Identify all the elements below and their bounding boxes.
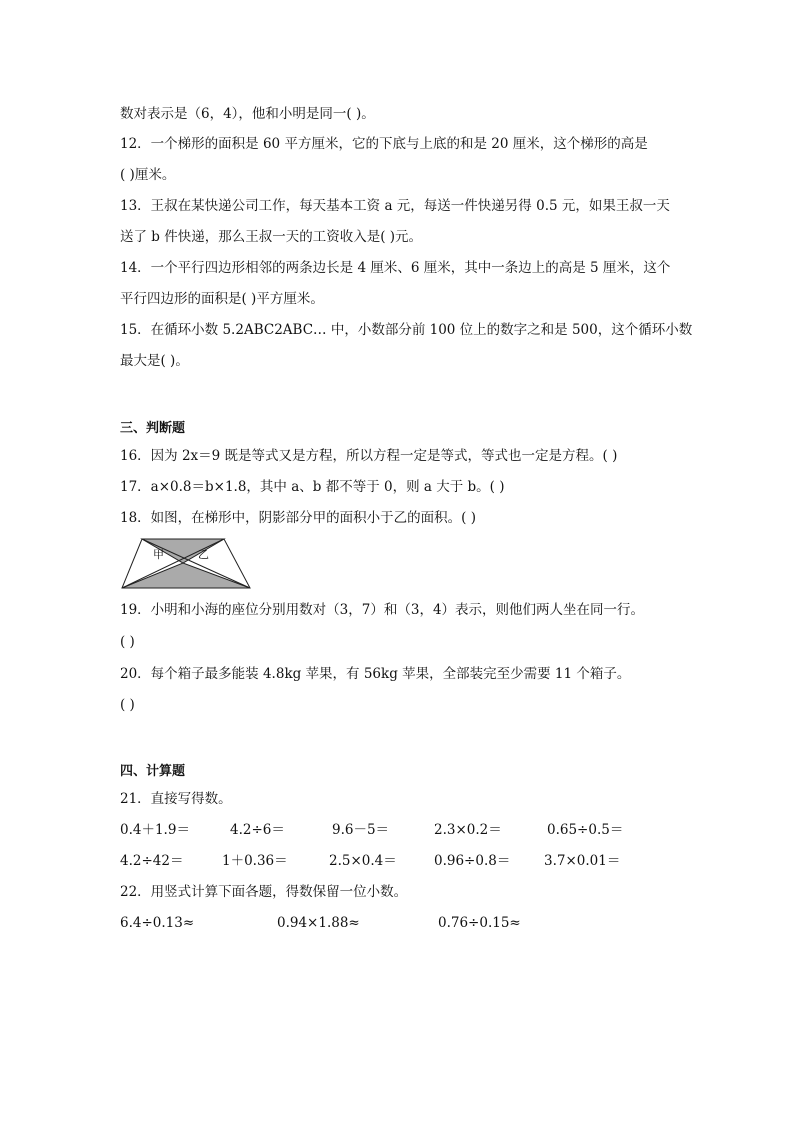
q20-line2: ( ) (120, 697, 135, 713)
calc-r2-c5: 3.7×0.01＝ (544, 853, 621, 869)
calc-r1-c3: 9.6－5＝ (332, 822, 390, 838)
q18: 18．如图，在梯形中，阴影部分甲的面积小于乙的面积。( ) (120, 510, 477, 526)
q21: 21．直接写得数。 (120, 791, 232, 807)
calc-r2-c4: 0.96÷0.8＝ (434, 853, 511, 869)
calc-r2-c2: 1＋0.36＝ (222, 853, 288, 869)
calc-r1-c2: 4.2÷6＝ (230, 822, 285, 838)
trapezoid-figure (120, 537, 252, 595)
q15-line1: 15．在循环小数 5.2ABC2ABC… 中，小数部分前 100 位上的数字之和是 500，这个循环小数 (120, 322, 693, 338)
q12-line2: ( )厘米。 (120, 167, 176, 183)
q20-line1: 20．每个箱子最多能装 4.8kg 苹果，有 56kg 苹果，全部装完至少需要 11 个箱子。 (120, 666, 631, 682)
q13-line1: 13．王叔在某快递公司工作，每天基本工资 a 元，每送一件快递另得 0.5 元，如果王叔一天 (120, 198, 670, 214)
label-yi: 乙 (198, 548, 209, 561)
calc-r1-c5: 0.65÷0.5＝ (547, 822, 624, 838)
calc-r3-c2: 0.94×1.88≈ (277, 915, 360, 931)
q11-tail: 数对表示是（6，4），他和小明是同一( )。 (120, 106, 375, 122)
calc-r1-c4: 2.3×0.2＝ (434, 822, 502, 838)
q16: 16．因为 2x＝9 既是等式又是方程，所以方程一定是等式，等式也一定是方程。( ) (120, 448, 618, 464)
calc-r3-c3: 0.76÷0.15≈ (438, 915, 521, 931)
q14-line2: 平行四边形的面积是( )平方厘米。 (120, 291, 324, 307)
section3-heading: 三、判断题 (120, 421, 186, 436)
q17: 17．a×0.8＝b×1.8，其中 a、b 都不等于 0，则 a 大于 b。( ) (120, 479, 505, 495)
label-jia: 甲 (153, 548, 164, 561)
calc-r1-c1: 0.4＋1.9＝ (120, 822, 190, 838)
q12-line1: 12．一个梯形的面积是 60 平方厘米，它的下底与上底的和是 20 厘米，这个梯形的高是 (120, 136, 648, 152)
calc-r3-c1: 6.4÷0.13≈ (120, 915, 195, 931)
q13-line2: 送了 b 件快递，那么王叔一天的工资收入是( )元。 (120, 229, 423, 245)
q22: 22．用竖式计算下面各题，得数保留一位小数。 (120, 884, 408, 900)
shade-bottom (122, 563, 250, 588)
calc-r2-c1: 4.2÷42＝ (120, 853, 184, 869)
q14-line1: 14．一个平行四边形相邻的两条边长是 4 厘米、6 厘米，其中一条边上的高是 5 厘米，这个 (120, 260, 671, 276)
q19-line2: ( ) (120, 634, 135, 650)
calc-r2-c3: 2.5×0.4＝ (329, 853, 397, 869)
q19-line1: 19．小明和小海的座位分别用数对（3，7）和（3，4）表示，则他们两人坐在同一行。 (120, 602, 645, 618)
trapezoid-svg (120, 537, 252, 591)
section4-heading: 四、计算题 (120, 764, 186, 779)
q15-line2: 最大是( )。 (120, 353, 189, 369)
